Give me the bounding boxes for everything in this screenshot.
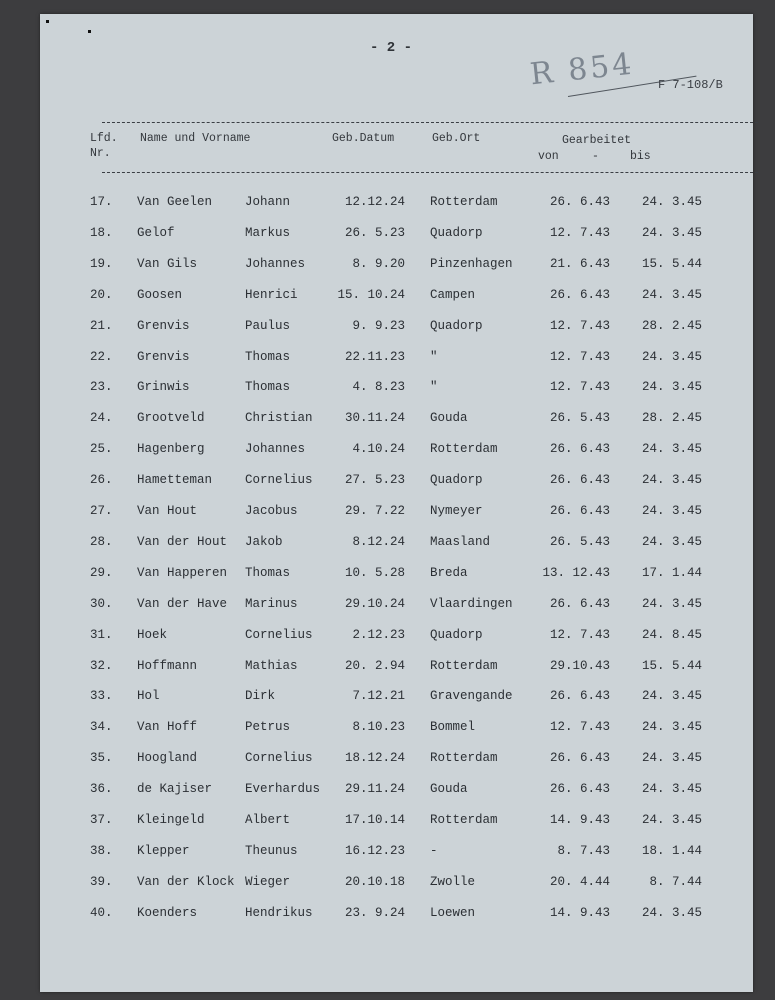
surname: de Kajiser bbox=[137, 782, 213, 797]
worked-until: 24. 3.45 bbox=[641, 534, 702, 549]
birth-place: Bommel bbox=[430, 720, 476, 735]
first-name: Dirk bbox=[245, 689, 276, 704]
birth-date: 10. 5.28 bbox=[344, 565, 405, 580]
row-number: 31. bbox=[90, 627, 113, 642]
worked-from: 26. 6.43 bbox=[549, 287, 610, 302]
worked-from: 26. 6.43 bbox=[549, 782, 610, 797]
table-row bbox=[40, 875, 753, 905]
surname: Hoek bbox=[137, 627, 168, 642]
row-number: 33. bbox=[90, 689, 113, 704]
worked-until: 15. 5.44 bbox=[641, 256, 702, 271]
table-row bbox=[40, 535, 753, 565]
row-number: 37. bbox=[90, 813, 113, 827]
header-dash: - bbox=[592, 150, 599, 163]
first-name: Cornelius bbox=[245, 627, 313, 642]
row-number: 28. bbox=[90, 534, 113, 549]
first-name: Johannes bbox=[245, 442, 306, 457]
birth-date: 7.12.21 bbox=[352, 689, 405, 704]
first-name: Hendrikus bbox=[245, 905, 313, 920]
worked-until: 24. 3.45 bbox=[641, 442, 702, 457]
birth-date: 9. 9.23 bbox=[352, 318, 405, 333]
row-number: 18. bbox=[90, 225, 113, 240]
table-row bbox=[40, 411, 753, 441]
first-name: Henrici bbox=[245, 287, 298, 302]
row-number: 39. bbox=[90, 874, 113, 889]
surname: Hol bbox=[137, 689, 160, 704]
first-name: Johannes bbox=[245, 256, 306, 271]
table-row bbox=[40, 195, 753, 225]
first-name: Christian bbox=[245, 411, 313, 426]
first-name: Markus bbox=[245, 225, 291, 240]
worked-until: 24. 8.45 bbox=[641, 627, 702, 642]
birth-date: 4.10.24 bbox=[352, 442, 405, 457]
surname: Hametteman bbox=[137, 473, 213, 488]
worked-from: 14. 9.43 bbox=[549, 813, 610, 827]
row-number: 30. bbox=[90, 596, 113, 611]
row-number: 20. bbox=[90, 287, 113, 302]
first-name: Thomas bbox=[245, 565, 291, 580]
birth-date: 23. 9.24 bbox=[344, 905, 405, 920]
worked-until: 24. 3.45 bbox=[641, 905, 702, 920]
worked-from: 29.10.43 bbox=[549, 658, 610, 673]
row-number: 17. bbox=[90, 195, 113, 209]
birth-place: Quadorp bbox=[430, 318, 483, 333]
surname: Grinwis bbox=[137, 380, 190, 395]
first-name: Theunus bbox=[245, 843, 298, 858]
first-name: Paulus bbox=[245, 318, 291, 333]
worked-until: 24. 3.45 bbox=[641, 720, 702, 735]
row-number: 22. bbox=[90, 349, 113, 364]
worked-from: 13. 12.43 bbox=[542, 565, 610, 580]
surname: Van Geelen bbox=[137, 195, 213, 209]
birth-place: Quadorp bbox=[430, 627, 483, 642]
worked-from: 12. 7.43 bbox=[549, 318, 610, 333]
punch-mark bbox=[46, 20, 49, 23]
birth-place: Campen bbox=[430, 287, 476, 302]
worked-from: 20. 4.44 bbox=[549, 874, 610, 889]
birth-place: Rotterdam bbox=[430, 751, 498, 766]
document-reference: F 7-108/B bbox=[658, 78, 723, 92]
table-row bbox=[40, 473, 753, 503]
worked-from: 12. 7.43 bbox=[549, 349, 610, 364]
row-number: 21. bbox=[90, 318, 113, 333]
table-row bbox=[40, 288, 753, 318]
table-row bbox=[40, 226, 753, 256]
table-row bbox=[40, 813, 753, 843]
table-row bbox=[40, 319, 753, 349]
table-row bbox=[40, 659, 753, 689]
first-name: Everhardus bbox=[245, 782, 321, 797]
header-geb-ort: Geb.Ort bbox=[432, 132, 481, 145]
table-row bbox=[40, 442, 753, 472]
birth-place: Maasland bbox=[430, 534, 491, 549]
surname: Grootveld bbox=[137, 411, 205, 426]
birth-date: 29.11.24 bbox=[344, 782, 405, 797]
worked-until: 24. 3.45 bbox=[641, 380, 702, 395]
birth-place: Gouda bbox=[430, 411, 468, 426]
birth-date: 8.10.23 bbox=[352, 720, 405, 735]
birth-place: Loewen bbox=[430, 905, 476, 920]
surname: Kleingeld bbox=[137, 813, 205, 827]
punch-mark bbox=[88, 30, 91, 33]
surname: Hoffmann bbox=[137, 658, 198, 673]
worked-from: 12. 7.43 bbox=[549, 720, 610, 735]
row-number: 38. bbox=[90, 843, 113, 858]
worked-until: 24. 3.45 bbox=[641, 349, 702, 364]
row-number: 27. bbox=[90, 504, 113, 518]
surname: Van Happeren bbox=[137, 565, 228, 580]
table-row bbox=[40, 751, 753, 781]
header-gearbeitet: Gearbeitet bbox=[562, 134, 632, 147]
surname: Klepper bbox=[137, 843, 190, 858]
header-geb-datum: Geb.Datum bbox=[332, 132, 395, 145]
surname: Van der Klock bbox=[137, 874, 235, 889]
first-name: Marinus bbox=[245, 596, 298, 611]
handwritten-reference: R 854 bbox=[528, 46, 636, 93]
birth-place: " bbox=[430, 380, 438, 395]
first-name: Albert bbox=[245, 813, 291, 827]
birth-date: 22.11.23 bbox=[344, 349, 405, 364]
table-row bbox=[40, 257, 753, 287]
row-number: 26. bbox=[90, 473, 113, 488]
surname: Van Hout bbox=[137, 504, 198, 518]
first-name: Thomas bbox=[245, 380, 291, 395]
birth-place: Rotterdam bbox=[430, 195, 498, 209]
header-name: Name und Vorname bbox=[140, 132, 251, 145]
row-number: 35. bbox=[90, 751, 113, 766]
header-bis: bis bbox=[630, 150, 651, 163]
worked-until: 24. 3.45 bbox=[641, 287, 702, 302]
birth-place: Gravengande bbox=[430, 689, 513, 704]
table-row bbox=[40, 844, 753, 874]
worked-until: 18. 1.44 bbox=[641, 843, 702, 858]
first-name: Jakob bbox=[245, 534, 283, 549]
birth-date: 27. 5.23 bbox=[344, 473, 405, 488]
birth-place: Rotterdam bbox=[430, 658, 498, 673]
surname: Van Gils bbox=[137, 256, 198, 271]
row-number: 29. bbox=[90, 565, 113, 580]
birth-date: 30.11.24 bbox=[344, 411, 405, 426]
row-number: 40. bbox=[90, 905, 113, 920]
worked-until: 17. 1.44 bbox=[641, 565, 702, 580]
worked-from: 26. 6.43 bbox=[549, 195, 610, 209]
table-row bbox=[40, 566, 753, 596]
worked-until: 24. 3.45 bbox=[641, 195, 702, 209]
birth-place: Rotterdam bbox=[430, 442, 498, 457]
row-number: 25. bbox=[90, 442, 113, 457]
birth-place: Quadorp bbox=[430, 225, 483, 240]
worked-until: 24. 3.45 bbox=[641, 473, 702, 488]
worked-from: 12. 7.43 bbox=[549, 225, 610, 240]
birth-place: Rotterdam bbox=[430, 813, 498, 827]
birth-place: Quadorp bbox=[430, 473, 483, 488]
worked-until: 24. 3.45 bbox=[641, 813, 702, 827]
birth-date: 12.12.24 bbox=[344, 195, 405, 209]
table-row bbox=[40, 504, 753, 534]
table-row bbox=[40, 906, 753, 936]
table-row bbox=[40, 720, 753, 750]
table-row bbox=[40, 597, 753, 627]
row-number: 34. bbox=[90, 720, 113, 735]
header-nr-line2: Nr. bbox=[90, 147, 111, 160]
page-number: - 2 - bbox=[370, 40, 413, 56]
worked-until: 28. 2.45 bbox=[641, 411, 702, 426]
row-number: 36. bbox=[90, 782, 113, 797]
birth-date: 29.10.24 bbox=[344, 596, 405, 611]
worked-from: 26. 6.43 bbox=[549, 442, 610, 457]
first-name: Johann bbox=[245, 195, 291, 209]
birth-date: 8. 9.20 bbox=[352, 256, 405, 271]
document-page bbox=[40, 14, 753, 992]
first-name: Jacobus bbox=[245, 504, 298, 518]
surname: Hagenberg bbox=[137, 442, 205, 457]
birth-date: 20. 2.94 bbox=[344, 658, 405, 673]
surname: Van der Have bbox=[137, 596, 228, 611]
row-number: 19. bbox=[90, 256, 113, 271]
surname: Hoogland bbox=[137, 751, 198, 766]
birth-place: Pinzenhagen bbox=[430, 256, 513, 271]
table-row bbox=[40, 380, 753, 410]
worked-until: 24. 3.45 bbox=[641, 689, 702, 704]
worked-until: 15. 5.44 bbox=[641, 658, 702, 673]
surname: Koenders bbox=[137, 905, 198, 920]
header-top-rule bbox=[102, 122, 758, 123]
birth-date: 29. 7.22 bbox=[344, 504, 405, 518]
worked-until: 24. 3.45 bbox=[641, 782, 702, 797]
birth-place: Breda bbox=[430, 565, 468, 580]
row-number: 24. bbox=[90, 411, 113, 426]
table-row bbox=[40, 782, 753, 812]
birth-date: 8.12.24 bbox=[352, 534, 405, 549]
worked-from: 12. 7.43 bbox=[549, 627, 610, 642]
worked-until: 24. 3.45 bbox=[641, 225, 702, 240]
birth-place: Nymeyer bbox=[430, 504, 483, 518]
worked-until: 28. 2.45 bbox=[641, 318, 702, 333]
worked-from: 26. 6.43 bbox=[549, 596, 610, 611]
worked-from: 26. 6.43 bbox=[549, 473, 610, 488]
worked-from: 26. 5.43 bbox=[549, 411, 610, 426]
worked-from: 21. 6.43 bbox=[549, 256, 610, 271]
birth-place: - bbox=[430, 843, 438, 858]
first-name: Mathias bbox=[245, 658, 298, 673]
birth-date: 26. 5.23 bbox=[344, 225, 405, 240]
header-von: von bbox=[538, 150, 559, 163]
header-bottom-rule bbox=[102, 172, 758, 173]
first-name: Cornelius bbox=[245, 751, 313, 766]
worked-until: 24. 3.45 bbox=[641, 751, 702, 766]
birth-date: 15. 10.24 bbox=[337, 287, 405, 302]
table-row bbox=[40, 628, 753, 658]
first-name: Thomas bbox=[245, 349, 291, 364]
table-row bbox=[40, 350, 753, 380]
birth-date: 20.10.18 bbox=[344, 874, 405, 889]
birth-date: 2.12.23 bbox=[352, 627, 405, 642]
surname: Van der Hout bbox=[137, 534, 228, 549]
birth-date: 4. 8.23 bbox=[352, 380, 405, 395]
worked-until: 24. 3.45 bbox=[641, 596, 702, 611]
surname: Goosen bbox=[137, 287, 183, 302]
birth-date: 17.10.14 bbox=[344, 813, 405, 827]
worked-from: 14. 9.43 bbox=[549, 905, 610, 920]
surname: Grenvis bbox=[137, 349, 190, 364]
worked-from: 26. 6.43 bbox=[549, 751, 610, 766]
header-nr-line1: Lfd. bbox=[90, 132, 118, 145]
row-number: 32. bbox=[90, 658, 113, 673]
surname: Van Hoff bbox=[137, 720, 198, 735]
worked-from: 26. 5.43 bbox=[549, 534, 610, 549]
first-name: Petrus bbox=[245, 720, 291, 735]
birth-place: Vlaardingen bbox=[430, 596, 513, 611]
worked-from: 26. 6.43 bbox=[549, 689, 610, 704]
worked-from: 8. 7.43 bbox=[557, 843, 610, 858]
birth-place: " bbox=[430, 349, 438, 364]
row-number: 23. bbox=[90, 380, 113, 395]
surname: Gelof bbox=[137, 225, 175, 240]
worked-until: 24. 3.45 bbox=[641, 504, 702, 518]
worked-from: 12. 7.43 bbox=[549, 380, 610, 395]
first-name: Cornelius bbox=[245, 473, 313, 488]
worked-from: 26. 6.43 bbox=[549, 504, 610, 518]
first-name: Wieger bbox=[245, 874, 291, 889]
birth-place: Gouda bbox=[430, 782, 468, 797]
worked-until: 8. 7.44 bbox=[649, 874, 702, 889]
surname: Grenvis bbox=[137, 318, 190, 333]
birth-date: 16.12.23 bbox=[344, 843, 405, 858]
table-row bbox=[40, 689, 753, 719]
birth-place: Zwolle bbox=[430, 874, 476, 889]
birth-date: 18.12.24 bbox=[344, 751, 405, 766]
